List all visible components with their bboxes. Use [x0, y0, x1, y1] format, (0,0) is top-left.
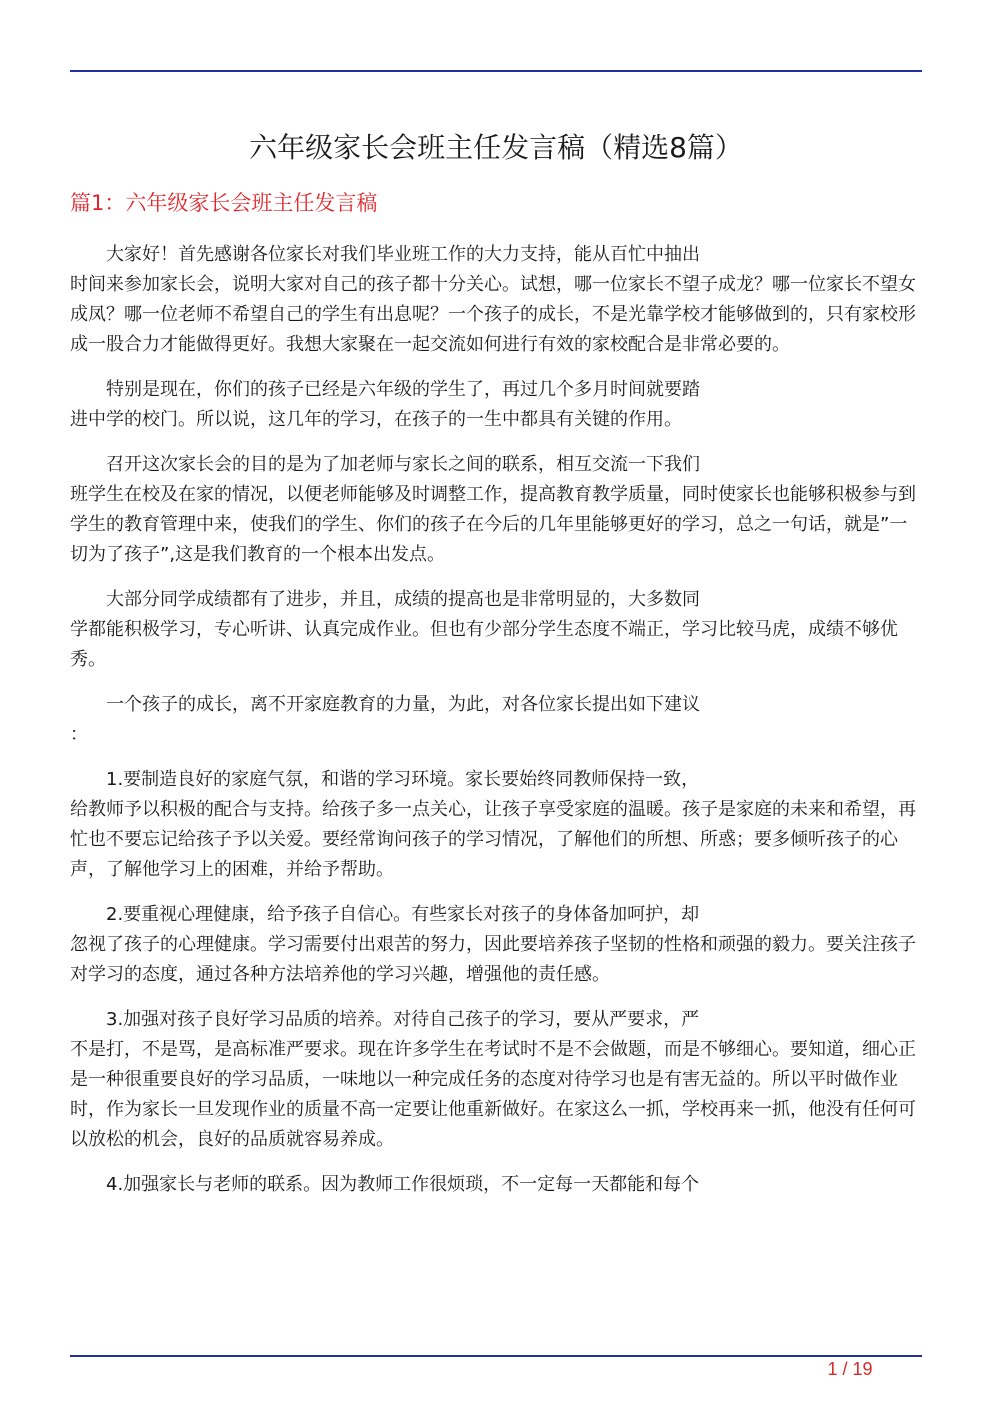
top-rule	[70, 70, 922, 72]
paragraph: 大部分同学成绩都有了进步，并且，成绩的提高也是非常明显的，大多数同 学都能积极学习，专心听讲、认真完成作业。但也有少部分学生态度不端正，学习比较马虎，成绩不够优秀。	[70, 589, 898, 670]
paragraph: 特别是现在，你们的孩子已经是六年级的学生了，再过几个多月时间就要踏 进中学的校门。所以说，这几年的学习，在孩子的一生中都具有关键的作用。	[70, 379, 700, 430]
paragraph: 召开这次家长会的目的是为了加老师与家长之间的联系，相互交流一下我们 班学生在校及在家的情况，以便老师能够及时调整工作，提高教育教学质量，同时使家长也能够积极参与到学生的教育管理中来，使我们的学生、你们的孩子在今后的几年里能够更好的学习，总之一句话，就是”一切为了孩子”,这是我们教育的一个根本出发点。	[70, 454, 916, 565]
paragraph: 大家好！首先感谢各位家长对我们毕业班工作的大力支持，能从百忙中抽出 时间来参加家长会，说明大家对自己的孩子都十分关心。试想，哪一位家长不望子成龙？哪一位家长不望女成凤？哪一位老师不希望自己的学生有出息呢？一个孩子的成长，不是光靠学校才能够做到的，只有家校形成一股合力才能做得更好。我想大家聚在一起交流如何进行有效的家校配合是非常必要的。	[70, 244, 916, 355]
paragraph: 4.加强家长与老师的联系。因为教师工作很烦琐，不一定每一天都能和每个	[70, 1174, 700, 1195]
document-title: 六年级家长会班主任发言稿（精选8篇）	[249, 131, 743, 164]
document-body	[70, 240, 922, 1215]
paragraph: 一个孩子的成长，离不开家庭教育的力量，为此，对各位家长提出如下建议 ：	[70, 694, 700, 745]
paragraph: 1.要制造良好的家庭气氛，和谐的学习环境。家长要始终同教师保持一致， 给教师予以积极的配合与支持。给孩子多一点关心，让孩子享受家庭的温暖。孩子是家庭的未来和希望，再忙也不要忘记给孩子予以关爱。要经常询问孩子的学习情况，了解他们的所想、所惑；要多倾听孩子的心声，了解他学习上的困难，并给予帮助。	[70, 769, 916, 880]
bottom-rule	[70, 1355, 922, 1357]
section-heading: 篇1：六年级家长会班主任发言稿	[70, 191, 378, 215]
paragraph: 3.加强对孩子良好学习品质的培养。对待自己孩子的学习，要从严要求，严 不是打，不是骂，是高标准严要求。现在许多学生在考试时不是不会做题，而是不够细心。要知道，细心正是一种很重要良好的学习品质，一味地以一种完成任务的态度对待学习也是有害无益的。所以平时做作业时，作为家长一旦发现作业的质量不高一定要让他重新做好。在家这么一抓，学校再来一抓，他没有任何可以放松的机会，良好的品质就容易养成。	[70, 1009, 916, 1150]
paragraph: 2.要重视心理健康，给予孩子自信心。有些家长对孩子的身体备加呵护，却 忽视了孩子的心理健康。学习需要付出艰苦的努力，因此要培养孩子坚韧的性格和顽强的毅力。要关注孩子对学习的态度，通过各种方法培养他的学习兴趣，增强他的责任感。	[70, 904, 916, 985]
page-number: 1 / 19	[827, 1359, 873, 1379]
